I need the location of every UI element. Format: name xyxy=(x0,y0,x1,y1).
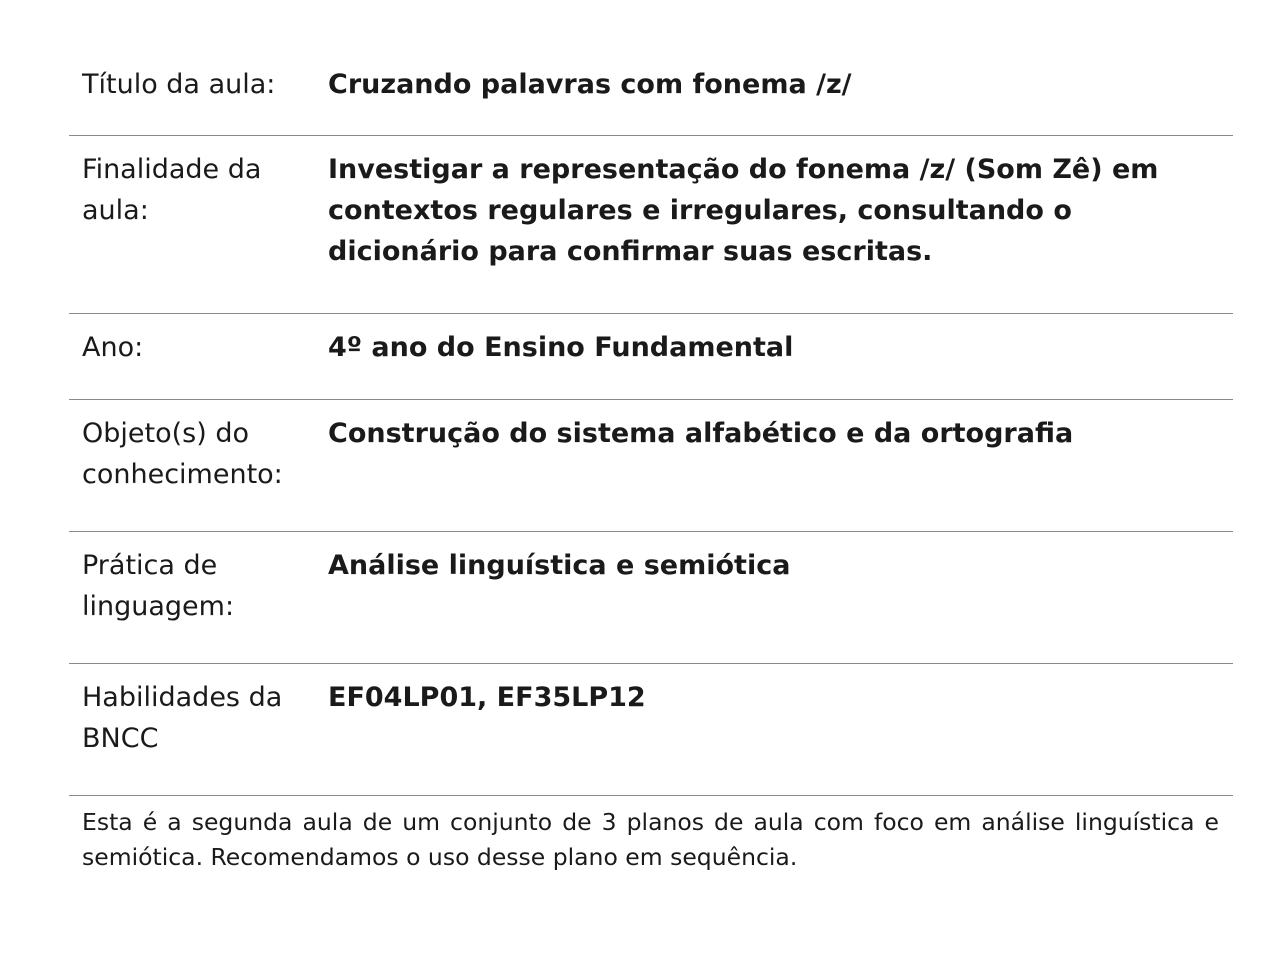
lesson-plan-table xyxy=(69,40,1233,875)
lesson-purpose-label: Finalidade da aula: xyxy=(82,154,262,226)
school-year-value: 4º ano do Ensino Fundamental xyxy=(328,332,794,363)
knowledge-objects-label: Objeto(s) do conhecimento: xyxy=(82,418,283,490)
lesson-title-value: Cruzando palavras com fonema /z/ xyxy=(328,69,852,100)
row-knowledge-objects xyxy=(69,400,1233,532)
lesson-purpose-value: Investigar a representação do fonema /z/ (Som Zê) em contextos regulares e irregulares, consultando o dicionário para confirmar suas escritas. xyxy=(328,154,1159,267)
language-practice-value: Análise linguística e semiótica xyxy=(328,550,791,581)
row-school-year xyxy=(69,314,1233,400)
bncc-skills-value: EF04LP01, EF35LP12 xyxy=(328,682,646,713)
sequence-note: Esta é a segunda aula de um conjunto de 3 planos de aula com foco em análise linguística e semiótica. Recomendamos o uso desse plano em sequência. xyxy=(82,808,1219,871)
row-lesson-purpose xyxy=(69,136,1233,314)
school-year-label: Ano: xyxy=(82,332,144,363)
row-lesson-title xyxy=(69,40,1233,136)
row-bncc-skills xyxy=(69,664,1233,796)
knowledge-objects-value: Construção do sistema alfabético e da ortografia xyxy=(328,418,1074,449)
lesson-title-label: Título da aula: xyxy=(82,69,276,100)
bncc-skills-label: Habilidades da BNCC xyxy=(82,682,283,754)
row-language-practice xyxy=(69,532,1233,664)
language-practice-label: Prática de linguagem: xyxy=(82,550,235,622)
